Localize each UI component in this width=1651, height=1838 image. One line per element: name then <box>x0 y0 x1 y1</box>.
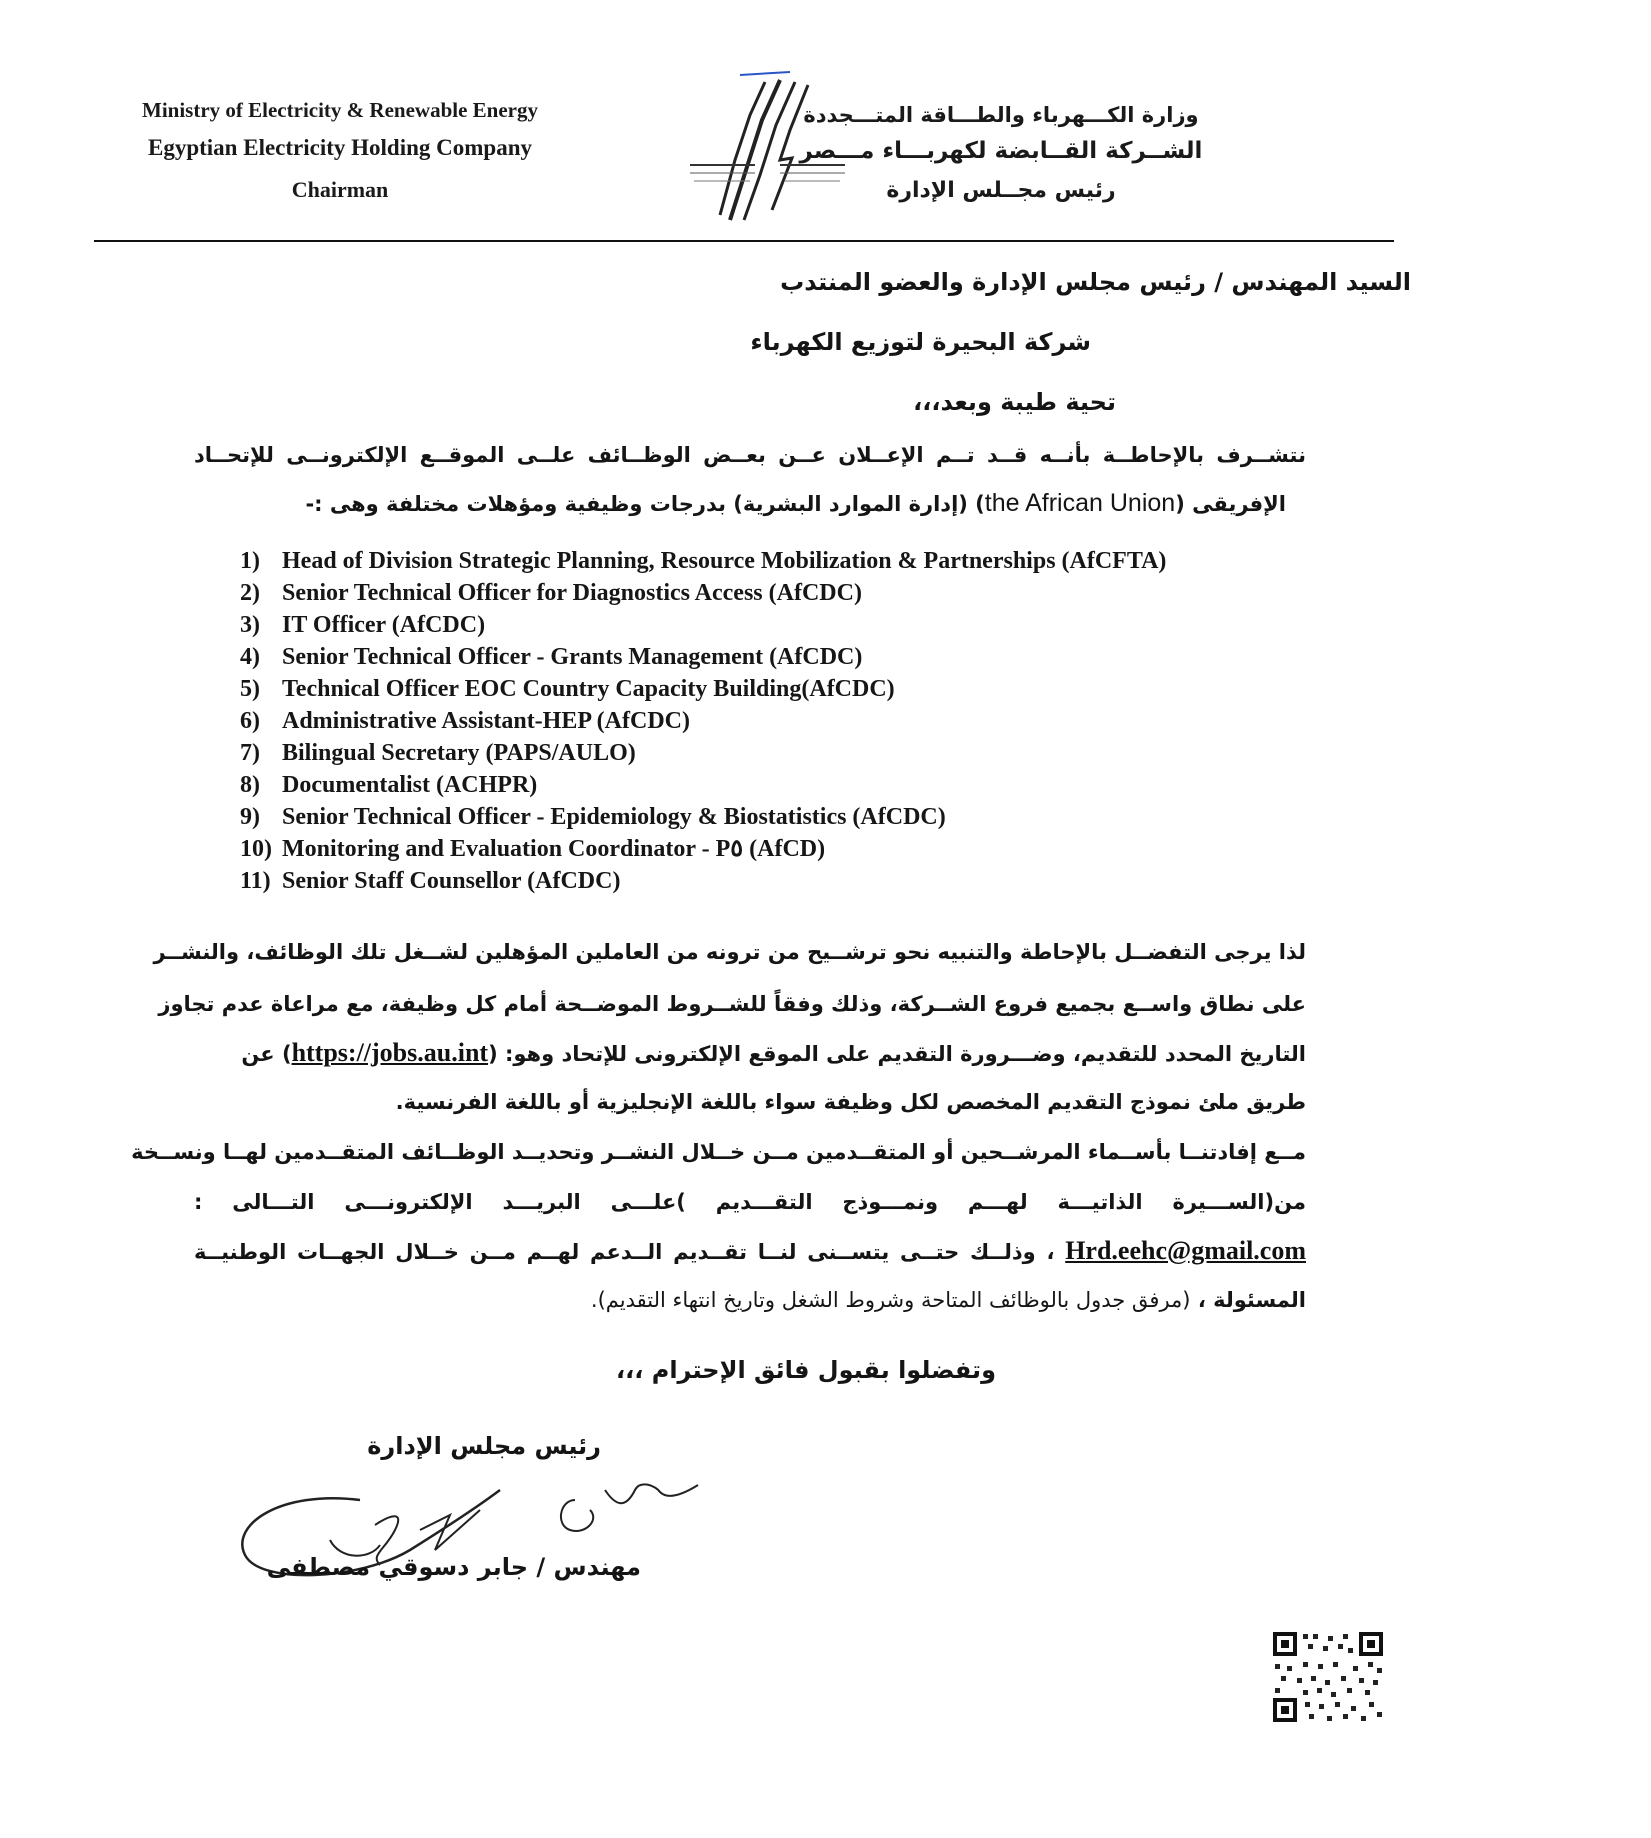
job-item: 4) Senior Technical Officer - Grants Management (AfCDC) <box>240 644 863 670</box>
body-p2-line-1: مــع إفادتنــا بأســماء المرشــحين أو المتقــدمين مــن خــلال النشــر وتحديــد الوظــائف المتقــدمين لهــا ونســخة <box>131 1140 1306 1164</box>
intro-line-2: الإفريقى (the African Union) (إدارة الموارد البشرية) بدرجات وظيفية ومؤهلات مختلفة وهى :- <box>305 489 1286 517</box>
greeting: تحية طيبة وبعد،،، <box>913 388 1116 416</box>
intro-line-1: نتشــرف بالإحاطــة بأنــه قــد تــم الإعــلان عــن بعــض الوظــائف علــى الموقــع الإلكترونــى للإتحــاد <box>194 443 1306 467</box>
body-p2-line-3: Hrd.eehc@gmail.com ، وذلــك حتــى يتســنى لنــا تقــديم الــدعم لهــم مــن خــلال الجهــات الوطنيــة <box>194 1236 1306 1265</box>
header-divider <box>94 240 1394 242</box>
signature-title: رئيس مجلس الإدارة <box>367 1432 601 1460</box>
job-item: 11) Senior Staff Counsellor (AfCDC) <box>240 868 621 894</box>
job-item: 2) Senior Technical Officer for Diagnostics Access (AfCDC) <box>240 580 862 606</box>
header-ministry-en: Ministry of Electricity & Renewable Energy <box>142 98 538 122</box>
job-item: 7) Bilingual Secretary (PAPS/AULO) <box>240 740 636 766</box>
body-p1-line-2: على نطاق واســع بجميع فروع الشــركة، وذلك وفقاً للشــروط الموضــحة أمام كل وظيفة، مع مراعاة عدم تجاوز <box>158 992 1306 1016</box>
closing: وتفضلوا بقبول فائق الإحترام ،،، <box>616 1356 996 1384</box>
addressee-company: شركة البحيرة لتوزيع الكهرباء <box>750 328 1091 356</box>
header-chairman-en: Chairman <box>291 177 389 202</box>
job-item: 8) Documentalist (ACHPR) <box>240 772 538 798</box>
header-company-ar: الشــركة القــابضة لكهربـــاء مـــصر <box>799 138 1203 164</box>
header-chairman-ar: رئيس مجــلس الإدارة <box>886 178 1116 203</box>
body-p2-line-4: المسئولة ، (مرفق جدول بالوظائف المتاحة وشروط الشغل وتاريخ انتهاء التقديم). <box>590 1288 1306 1312</box>
body-p2-line-2: من(الســـيرة الذاتيـــة لهـــم ونمـــوذج التقـــديم )علـــى البريـــد الإلكترونـــى التـــالى : <box>194 1190 1306 1214</box>
header-ministry-ar: وزارة الكـــهرباء والطـــاقة المتـــجددة <box>803 103 1199 127</box>
body-p1-line-1: لذا يرجى التفضــل بالإحاطة والتنبيه نحو ترشــيح من ترونه من العاملين المؤهلين لشــغل تلك الوظائف، والنشــر <box>153 940 1306 964</box>
african-union-label: the African Union <box>984 489 1176 517</box>
website-link[interactable]: https://jobs.au.int <box>291 1038 489 1067</box>
header-company-en: Egyptian Electricity Holding Company <box>148 135 532 160</box>
job-item: 10) Monitoring and Evaluation Coordinator - P٥ (AfCD) <box>240 836 826 862</box>
job-item: 6) Administrative Assistant-HEP (AfCDC) <box>240 708 690 734</box>
email-link[interactable]: Hrd.eehc@gmail.com <box>1065 1236 1306 1265</box>
job-item: 3) IT Officer (AfCDC) <box>240 612 486 638</box>
job-item: 5) Technical Officer EOC Country Capacity Building(AfCDC) <box>240 676 895 702</box>
job-list <box>240 545 1340 897</box>
addressee-title: السيد المهندس / رئيس مجلس الإدارة والعضو المنتدب <box>780 268 1411 296</box>
qr-code <box>1273 1632 1383 1722</box>
job-item: 1) Head of Division Strategic Planning, Resource Mobilization & Partnerships (AfCFTA) <box>240 548 1167 574</box>
body-p1-line-3: التاريخ المحدد للتقديم، وضـــرورة التقديم على الموقع الإلكترونى للإتحاد وهو: (https://jobs.au.int) عن <box>241 1038 1306 1067</box>
signature-name: مهندس / جابر دسوقي مصطفى <box>266 1553 641 1581</box>
job-item: 9) Senior Technical Officer - Epidemiology & Biostatistics (AfCDC) <box>240 804 946 830</box>
body-p1-line-4: طريق ملئ نموذج التقديم المخصص لكل وظيفة سواء باللغة الإنجليزية أو باللغة الفرنسية. <box>395 1090 1306 1114</box>
